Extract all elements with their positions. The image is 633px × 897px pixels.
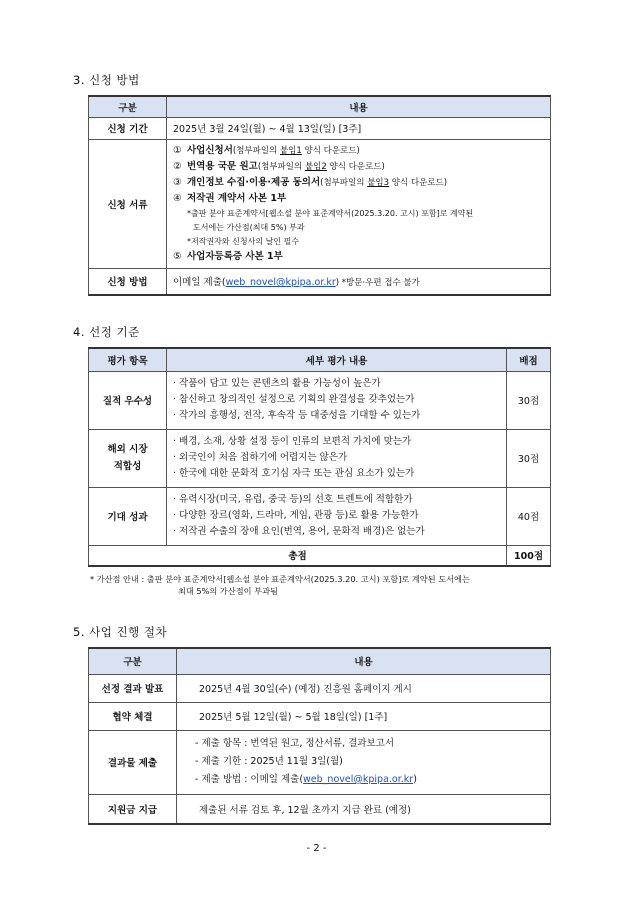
docs-list [167,139,551,268]
doc-item-3: ③ 개인정보 수집·이용·제공 동의서(첨부파일의 붙임3 양식 다운로드) [173,176,448,188]
agreement-label: 협약 체결 [89,702,177,730]
criteria-row [89,371,551,429]
doc-item-2: ② 번역용 국문 원고(첨부파일의 붙임2 양식 다운로드) [173,160,385,172]
result-email-link[interactable]: web_novel@kpipa.or.kr [303,774,414,785]
criteria-row [89,487,551,545]
period-label: 신청 기간 [89,117,167,139]
criteria-score: 30점 [507,429,551,487]
section-5-title: 5. 사업 진행 절차 [73,625,168,639]
result-details: - 제출 항목 : 번역된 원고, 정산서류, 결과보고서 - 제출 기한 : 2025년 11월 3일(월) - 제출 방법 : 이메일 제출(web_novel@kpipa.or.kr) [177,730,551,794]
total-label: 총점 [89,545,507,566]
criteria-score: 30점 [507,371,551,429]
criteria-item: 해외 시장 적합성 [89,429,167,487]
agreement-value: 2025년 5월 12일(월) ~ 5월 18일(일) [1주] [177,702,551,730]
method-label: 신청 방법 [89,268,167,295]
method-value: 이메일 제출(web_novel@kpipa.or.kr) *방문·우편 접수 불가 [167,268,551,295]
doc4-note-3: *저작권자와 신청사의 날인 필수 [187,236,300,246]
procedure-table [88,647,551,825]
docs-label: 신청 서류 [89,139,167,268]
header-category: 구분 [89,648,177,674]
criteria-item: 질적 우수성 [89,371,167,429]
payment-value: 제출된 서류 검토 후, 12월 초까지 지급 완료 (예정) [177,794,551,824]
application-method-table [88,95,551,296]
criteria-score: 40점 [507,487,551,545]
section-4-title: 4. 선정 기준 [73,325,140,339]
result-label: 결과물 제출 [89,730,177,794]
doc-item-4: ④ 저작권 계약서 사본 1부 [173,192,287,204]
criteria-details: · 배경, 소재, 상황 설정 등이 인류의 보편적 가치에 맞는가 · 외국인이 처음 접하기에 어렵지는 않은가 · 한국에 대한 문화적 호기심 자극 또는 관심 요소가 있는가 [167,429,507,487]
payment-label: 지원금 지급 [89,794,177,824]
header-eval-item: 평가 항목 [89,348,167,371]
selection-criteria-table [88,347,551,567]
section-3-title: 3. 신청 방법 [73,73,140,87]
header-category: 구분 [89,96,167,117]
total-score: 100점 [507,545,551,566]
criteria-details: · 유력시장(미국, 유럽, 중국 등)의 선호 트렌트에 적합한가 · 다양한 장르(영화, 드라마, 게임, 관광 등)로 활용 가능한가 · 저작권 수출의 장애 요인(번역, 용어, 문화적 배경)은 없는가 [167,487,507,545]
header-score: 배점 [507,348,551,371]
announce-value: 2025년 4월 30일(수) (예정) 진흥원 홈페이지 게시 [177,674,551,702]
criteria-item: 기대 성과 [89,487,167,545]
period-value: 2025년 3월 24일(월) ~ 4월 13일(일) [3주] [167,117,551,139]
criteria-row [89,429,551,487]
email-link[interactable]: web_novel@kpipa.or.kr [225,277,336,289]
header-content: 내용 [167,96,551,117]
doc-item-5: ⑤ 사업자등록증 사본 1부 [173,250,283,262]
doc4-note-2: 도서에는 가산점(최대 5%) 부과 [193,222,305,232]
doc4-note-1: *출판 분야 표준계약서[웹소설 분야 표준계약서(2025.3.20. 고시) 포함]로 계약된 [187,208,474,218]
criteria-details: · 작품이 담고 있는 콘텐츠의 활용 가능성이 높은가 · 참신하고 창의적인 설정으로 기획의 완결성을 갖추었는가 · 작가의 흥행성, 전작, 후속작 등 대중성을 기대할 수 있는가 [167,371,507,429]
doc-item-1: ① 사업신청서(첨부파일의 붙임1 양식 다운로드) [173,144,360,156]
announce-label: 선정 결과 발표 [89,674,177,702]
bonus-note: * 가산점 안내 : 출판 분야 표준계약서[웹소설 분야 표준계약서(2025.3.20. 고시) 포함]로 계약된 도서에는 최대 5%의 가산점이 부과됨 [90,574,470,596]
header-content: 내용 [177,648,551,674]
header-eval-detail: 세부 평가 내용 [167,348,507,371]
page-number: - 2 - [306,843,327,854]
